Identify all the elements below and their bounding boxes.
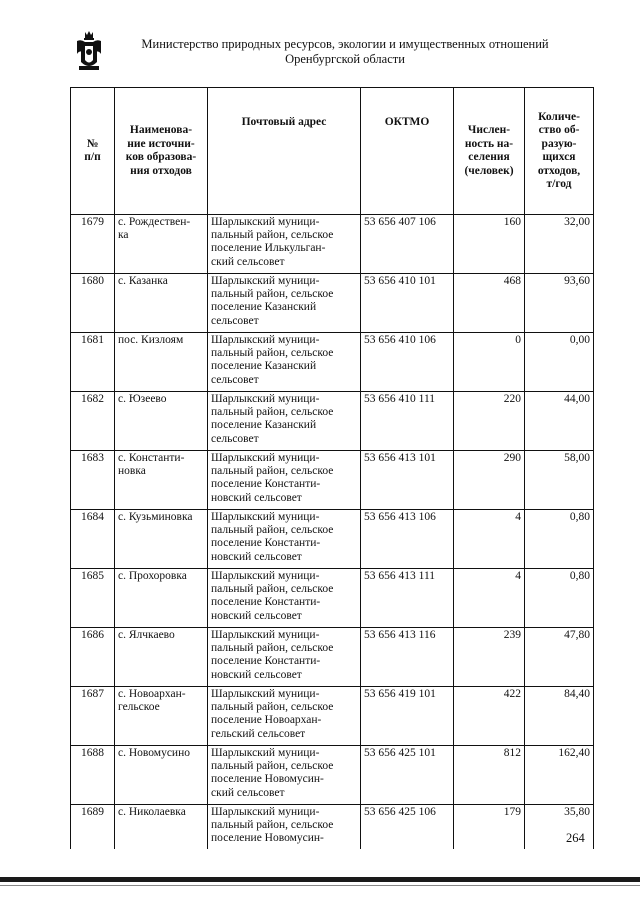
address-line: поселение Новоархан-	[211, 714, 322, 727]
table-row	[71, 805, 594, 850]
address-line: поселение Константи-	[211, 478, 321, 491]
address-line: поселение Константи-	[211, 596, 321, 609]
address-line: ский сельсовет	[211, 786, 285, 799]
source-name-cell	[115, 805, 208, 850]
address-line: новский сельсовет	[211, 668, 302, 681]
col-address-header	[208, 88, 361, 215]
address-line: поселение Константи-	[211, 655, 321, 668]
col-waste-amount-header	[525, 88, 594, 215]
ministry-name: Министерство природных ресурсов, экологии и имущественных отношений	[141, 37, 549, 51]
ministry-header	[115, 37, 575, 67]
oktmo-cell: 53 656 410 111	[361, 392, 454, 451]
address-line: пальный район, сельское	[211, 465, 334, 478]
waste-amount-cell: 47,80	[525, 628, 594, 687]
address-line: ский сельсовет	[211, 255, 285, 268]
waste-amount-cell: 0,80	[525, 569, 594, 628]
address-line: пальный район, сельское	[211, 760, 334, 773]
source-name-line: с. Новомусино	[118, 747, 190, 759]
table-row	[71, 746, 594, 805]
address-cell	[208, 274, 361, 333]
address-line: новский сельсовет	[211, 491, 302, 504]
oktmo-cell: 53 656 419 101	[361, 687, 454, 746]
waste-amount-cell: 35,80	[525, 805, 594, 850]
address-line: Шарлыкский муници-	[211, 511, 320, 523]
address-line: Шарлыкский муници-	[211, 452, 320, 464]
address-line: пальный район, сельское	[211, 642, 334, 655]
header-line: разую-	[541, 137, 577, 150]
source-name-line: с. Николаевка	[118, 806, 186, 818]
address-cell	[208, 569, 361, 628]
address-line: поселение Новомусин-	[211, 832, 324, 845]
source-name-cell	[115, 510, 208, 569]
address-line: Шарлыкский муници-	[211, 806, 320, 818]
header-line: щихся	[542, 151, 576, 163]
waste-amount-cell: 58,00	[525, 451, 594, 510]
row-number: 1684	[71, 510, 115, 569]
header-line: Наименова-	[129, 124, 193, 136]
table-row	[71, 274, 594, 333]
address-line: Шарлыкский муници-	[211, 570, 320, 582]
row-number: 1686	[71, 628, 115, 687]
address-cell	[208, 333, 361, 392]
source-name-line: с. Прохоровка	[118, 570, 187, 582]
source-name-line: гельское	[118, 701, 160, 714]
region-name: Оренбургской области	[285, 52, 405, 66]
col-source-name-header	[115, 88, 208, 215]
col-number-header	[71, 88, 115, 215]
address-line: пальный район, сельское	[211, 406, 334, 419]
population-cell: 422	[454, 687, 525, 746]
row-number: 1689	[71, 805, 115, 850]
address-line: поселение Илькульган-	[211, 242, 326, 255]
row-number: 1679	[71, 215, 115, 274]
population-cell: 179	[454, 805, 525, 850]
address-line: пальный район, сельское	[211, 229, 334, 242]
scan-border-line-thin	[0, 885, 640, 886]
row-number: 1688	[71, 746, 115, 805]
scan-border-line	[0, 877, 640, 882]
source-name-cell	[115, 746, 208, 805]
address-line: пальный район, сельское	[211, 347, 334, 360]
table-header-row	[71, 88, 594, 215]
row-number: 1682	[71, 392, 115, 451]
population-cell: 220	[454, 392, 525, 451]
population-cell: 4	[454, 569, 525, 628]
address-line: новский сельсовет	[211, 550, 302, 563]
source-name-line: с. Казанка	[118, 275, 168, 287]
address-line: сельсовет	[211, 314, 259, 327]
table-row	[71, 392, 594, 451]
source-name-cell	[115, 451, 208, 510]
address-line: пальный район, сельское	[211, 583, 334, 596]
waste-amount-cell: 44,00	[525, 392, 594, 451]
address-line: Шарлыкский муници-	[211, 275, 320, 287]
address-line: Шарлыкский муници-	[211, 747, 320, 759]
source-name-cell	[115, 215, 208, 274]
header-line: ков образова-	[125, 151, 197, 163]
oktmo-cell: 53 656 413 101	[361, 451, 454, 510]
address-cell	[208, 215, 361, 274]
source-name-cell	[115, 628, 208, 687]
header-line: №	[86, 137, 99, 150]
address-cell	[208, 451, 361, 510]
table-row	[71, 687, 594, 746]
header-line: ние источни-	[127, 137, 195, 150]
address-line: Шарлыкский муници-	[211, 393, 320, 405]
waste-amount-cell: 0,80	[525, 510, 594, 569]
row-number: 1685	[71, 569, 115, 628]
row-number: 1687	[71, 687, 115, 746]
source-name-line: с. Юзеево	[118, 393, 167, 405]
population-cell: 812	[454, 746, 525, 805]
source-name-cell	[115, 687, 208, 746]
address-line: пальный район, сельское	[211, 819, 334, 832]
header-line: Числен-	[467, 124, 511, 136]
address-line: поселение Казанский	[211, 360, 317, 373]
address-line: Шарлыкский муници-	[211, 688, 320, 700]
source-name-line: с. Рождествен-	[118, 216, 191, 228]
col-population-header	[454, 88, 525, 215]
source-name-line: ка	[118, 229, 129, 242]
population-cell: 0	[454, 333, 525, 392]
oktmo-cell: 53 656 413 106	[361, 510, 454, 569]
row-number: 1681	[71, 333, 115, 392]
oktmo-cell: 53 656 425 101	[361, 746, 454, 805]
address-cell	[208, 805, 361, 850]
oktmo-cell: 53 656 425 106	[361, 805, 454, 850]
header-line: т/год	[546, 178, 572, 190]
address-line: Шарлыкский муници-	[211, 216, 320, 228]
source-name-cell	[115, 569, 208, 628]
source-name-cell	[115, 392, 208, 451]
population-cell: 4	[454, 510, 525, 569]
address-cell	[208, 687, 361, 746]
address-line: поселение Константи-	[211, 537, 321, 550]
header-line: ность на-	[464, 137, 514, 150]
waste-amount-cell: 162,40	[525, 746, 594, 805]
table-row	[71, 569, 594, 628]
address-cell	[208, 746, 361, 805]
population-cell: 239	[454, 628, 525, 687]
oktmo-cell: 53 656 407 106	[361, 215, 454, 274]
waste-amount-cell: 84,40	[525, 687, 594, 746]
population-cell: 468	[454, 274, 525, 333]
table-row	[71, 451, 594, 510]
coat-of-arms-icon	[76, 30, 102, 72]
oktmo-cell: 53 656 410 101	[361, 274, 454, 333]
population-cell: 160	[454, 215, 525, 274]
header-line: селения	[468, 151, 510, 163]
address-line: гельский сельсовет	[211, 727, 306, 740]
address-line: поселение Казанский	[211, 419, 317, 432]
row-number: 1680	[71, 274, 115, 333]
address-cell	[208, 392, 361, 451]
address-line: сельсовет	[211, 373, 259, 386]
address-line: новский сельсовет	[211, 609, 302, 622]
header-line: (человек)	[464, 164, 514, 177]
address-cell	[208, 510, 361, 569]
address-line: поселение Казанский	[211, 301, 317, 314]
waste-sources-table	[70, 87, 594, 849]
waste-amount-cell: 93,60	[525, 274, 594, 333]
table-row	[71, 215, 594, 274]
header-line: отходов,	[537, 164, 581, 177]
header-line: Почтовый адрес	[241, 116, 327, 128]
source-name-line: новка	[118, 465, 146, 478]
waste-amount-cell: 32,00	[525, 215, 594, 274]
source-name-line: с. Ялчкаево	[118, 629, 175, 641]
header-line: ния отходов	[130, 164, 192, 177]
oktmo-cell: 53 656 410 106	[361, 333, 454, 392]
source-name-line: с. Константи-	[118, 452, 185, 464]
col-oktmo-header	[361, 88, 454, 215]
header-line: п/п	[84, 151, 101, 163]
row-number: 1683	[71, 451, 115, 510]
table-row	[71, 510, 594, 569]
address-line: пальный район, сельское	[211, 701, 334, 714]
address-line: пальный район, сельское	[211, 288, 334, 301]
population-cell: 290	[454, 451, 525, 510]
header-line: Количе-	[538, 110, 580, 123]
header-line: ОКТМО	[384, 116, 430, 128]
header-line: ство об-	[538, 124, 580, 136]
address-line: Шарлыкский муници-	[211, 334, 320, 346]
address-line: Шарлыкский муници-	[211, 629, 320, 641]
address-line: поселение Новомусин-	[211, 773, 324, 786]
table-row	[71, 333, 594, 392]
waste-amount-cell: 0,00	[525, 333, 594, 392]
table-row	[71, 628, 594, 687]
address-cell	[208, 628, 361, 687]
source-name-line: с. Новоархан-	[118, 688, 186, 700]
source-name-cell	[115, 274, 208, 333]
oktmo-cell: 53 656 413 116	[361, 628, 454, 687]
source-name-line: с. Кузьминовка	[118, 511, 193, 523]
address-line: пальный район, сельское	[211, 524, 334, 537]
source-name-line: пос. Кизлоям	[118, 334, 184, 346]
address-line: сельсовет	[211, 432, 259, 445]
source-name-cell	[115, 333, 208, 392]
oktmo-cell: 53 656 413 111	[361, 569, 454, 628]
page-number: 264	[566, 831, 585, 845]
